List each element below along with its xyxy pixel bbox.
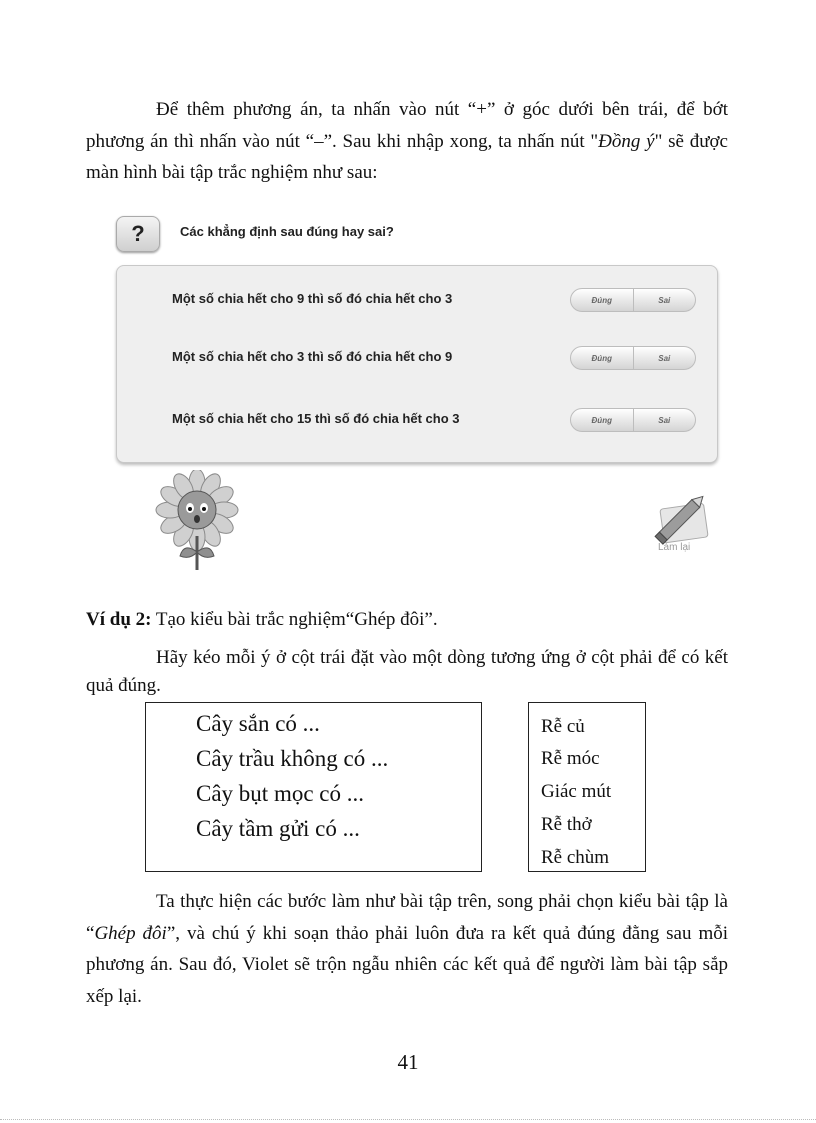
right-item: Rễ thở xyxy=(541,814,592,835)
intro-text-1: Để thêm phương án, ta nhấn vào nút “+” ở góc dưới bên trái, để bớt phương án thì nhấn vào nút “–”. Sau khi nhập xong, ta nhấn nút " xyxy=(86,99,728,152)
quiz-panel xyxy=(116,265,718,463)
example2-label: Ví dụ 2: xyxy=(86,609,152,630)
redo-label: Làm lại xyxy=(658,542,691,553)
right-item: Rễ củ xyxy=(541,716,585,737)
false-button[interactable]: Sai xyxy=(634,408,697,432)
answer-toggle xyxy=(570,346,696,370)
left-item[interactable]: Cây tầm gửi có ... xyxy=(196,816,360,841)
example2-title: Tạo kiểu bài trắc nghiệm“Ghép đôi”. xyxy=(151,609,438,630)
closing-text-2: ”, và chú ý khi soạn thảo phải luôn đưa ra kết quả đúng đằng sau mỗi phương án. Sau đó, Violet sẽ trộn ngẫu nhiên các kết quả để người làm bài tập sắp xếp lại. xyxy=(86,922,729,1007)
statement-text: Một số chia hết cho 9 thì số đó chia hết cho 3 xyxy=(172,291,453,306)
statement-text: Một số chia hết cho 15 thì số đó chia hết cho 3 xyxy=(172,411,460,426)
example2-heading xyxy=(86,604,728,636)
matching-right-column xyxy=(528,702,646,872)
quiz-statement-row xyxy=(172,344,702,372)
intro-text-2: " sẽ được màn hình bài tập trắc nghiệm như sau: xyxy=(86,130,728,183)
left-item[interactable]: Cây trầu không có ... xyxy=(196,746,389,771)
intro-paragraph xyxy=(86,94,728,189)
statement-text: Một số chia hết cho 3 thì số đó chia hết cho 9 xyxy=(172,349,453,364)
question-icon: ? xyxy=(116,216,160,252)
answer-toggle xyxy=(570,288,696,312)
closing-paragraph xyxy=(86,886,728,1012)
true-button[interactable]: Đúng xyxy=(570,288,634,312)
right-item: Rễ móc xyxy=(541,748,600,769)
quiz-statement-row xyxy=(172,406,702,434)
sunflower-mascot-icon xyxy=(154,470,240,574)
true-button[interactable]: Đúng xyxy=(570,346,634,370)
closing-text-1: Ta thực hiện các bước làm như bài tập trên, song phải chọn kiểu bài tập là “ xyxy=(86,891,728,944)
page-number: 41 xyxy=(397,1050,419,1074)
false-button[interactable]: Sai xyxy=(634,288,697,312)
false-button[interactable]: Sai xyxy=(634,346,697,370)
exercise-type-name: Ghép đôi xyxy=(94,922,167,944)
example2-instruction: Hãy kéo mỗi ý ở cột trái đặt vào một dòng tương ứng ở cột phải để có kết quả đúng. xyxy=(86,647,728,696)
right-item: Giác mút xyxy=(541,781,612,802)
quiz-statement-row xyxy=(172,286,702,314)
true-button[interactable]: Đúng xyxy=(570,408,634,432)
left-item[interactable]: Cây bụt mọc có ... xyxy=(196,781,364,806)
answer-toggle xyxy=(570,408,696,432)
footer-divider xyxy=(0,1119,816,1120)
ok-button-name: Đồng ý xyxy=(598,130,655,152)
matching-left-column xyxy=(145,702,482,872)
right-item: Rễ chùm xyxy=(541,847,610,868)
left-item[interactable]: Cây sắn có ... xyxy=(196,711,320,736)
quiz-title: Các khẳng định sau đúng hay sai? xyxy=(180,224,394,239)
